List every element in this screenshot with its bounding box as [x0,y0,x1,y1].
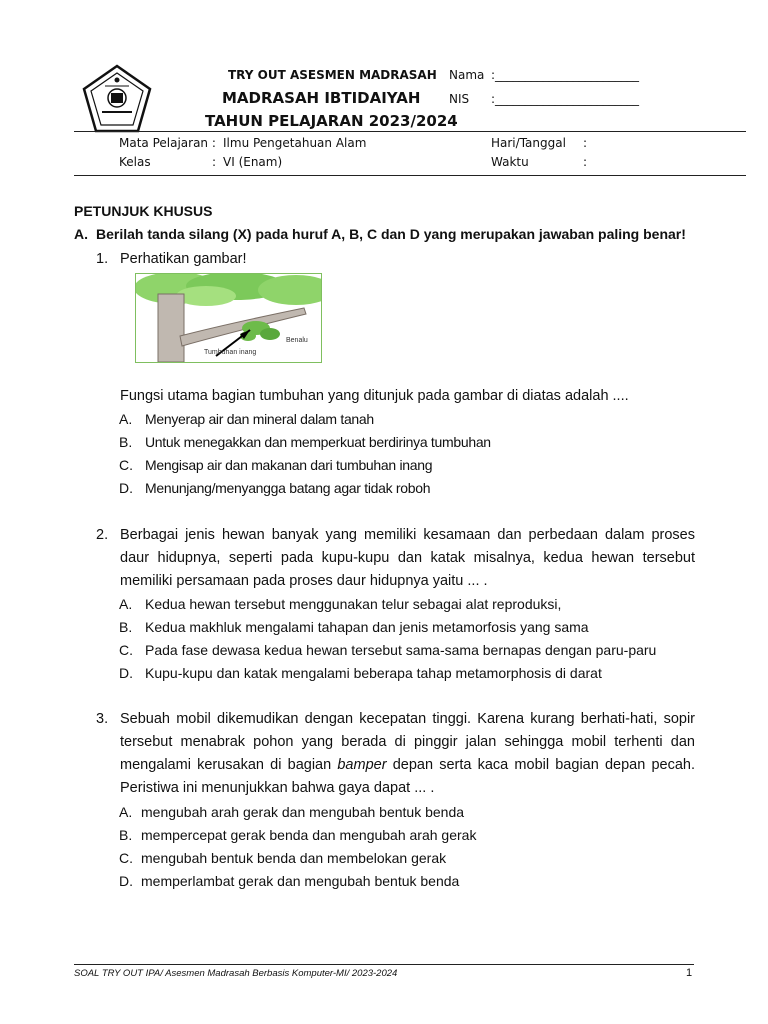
option-a[interactable] [119,411,374,427]
option-text: Menyerap air dan mineral dalam tanah [145,411,374,427]
nama-label: Nama [449,68,485,82]
option-text: memperlambat gerak dan mengubah bentuk benda [141,873,460,889]
question-number: 2. [96,527,109,543]
option-letter: C. [119,642,133,658]
option-text: Kupu-kupu dan katak mengalami beberapa tahap metamorphosis di darat [145,665,602,681]
question-stem-part: Sebuah mobil dikemudikan dengan kecepatan tinggi. Karena kurang berhati-hati, sopir tersebut menabrak pohon yang berada di pinggir jalan sehingga mobil terhenti dan mengalami kerusakan di bagian [120,711,695,773]
header-line3: TAHUN PELAJARAN 2023/2024 [205,112,458,130]
section-letter: A. [74,226,88,242]
kemenag-logo [80,64,154,134]
waktu-label: Waktu [491,155,529,169]
option-c[interactable] [119,850,446,866]
option-letter: A. [119,804,133,820]
question-stem-italic: bamper [337,757,387,773]
nis-field[interactable]: :________________________ [491,92,640,106]
option-text: Kedua makhluk mengalami tahapan dan jenis metamorfosis yang sama [145,619,589,635]
tree-parasite-image [135,273,322,363]
option-d[interactable] [119,665,602,681]
question-number: 3. [96,711,109,727]
option-text: Pada fase dewasa kedua hewan tersebut sama-sama bernapas dengan paru-paru [145,642,657,658]
hari-label: Hari/Tanggal [491,136,566,150]
option-letter: A. [119,596,133,612]
option-text: Mengisap air dan makanan dari tumbuhan inang [145,457,433,473]
page-number: 1 [686,967,693,979]
option-b[interactable] [119,619,589,635]
option-text: Untuk menegakkan dan memperkuat berdirinya tumbuhan [145,434,491,450]
question-stem: Fungsi utama bagian tumbuhan yang ditunjuk pada gambar di diatas adalah .... [120,388,629,404]
kelas-label: Kelas [119,155,151,169]
option-b[interactable] [119,434,491,450]
option-letter: C. [119,850,133,866]
question-stem: Berbagai jenis hewan banyak yang memiliki kesamaan dan perbedaan dalam proses daur hidupnya, seperti pada kupu-kupu dan katak misalnya, kedua hewan tersebut memiliki persamaan pada proses daur hidupnya yaitu ... . [120,527,695,589]
header-divider-bottom [74,175,746,176]
hari-colon: : [583,136,588,150]
question-number: 1. [96,251,109,267]
question-stem [120,708,695,800]
option-letter: A. [119,411,133,427]
footer-divider [74,964,694,965]
kelas-colon: : [212,155,217,169]
question-stem-part: depan serta kaca mobil bagian depan pecah. Peristiwa ini menunjukkan bahwa gaya dapat ... . [120,757,695,796]
option-letter: B. [119,827,133,843]
footer-text: SOAL TRY OUT IPA/ Asesmen Madrasah Berbasis Komputer-MI/ 2023-2024 [74,968,398,979]
option-text: mempercepat gerak benda dan mengubah arah gerak [141,827,477,843]
option-a[interactable] [119,596,561,612]
option-letter: D. [119,665,133,681]
kelas-value: VI (Enam) [223,155,283,169]
option-letter: C. [119,457,133,473]
option-letter: D. [119,873,133,889]
option-letter: B. [119,619,133,635]
header-divider-top [74,131,746,132]
image-label-host: Tumbuhan inang [204,349,257,356]
option-text: mengubah bentuk benda dan membelokan gerak [141,850,447,866]
instructions-title: PETUNJUK KHUSUS [74,203,213,219]
option-c[interactable] [119,457,432,473]
option-d[interactable] [119,873,459,889]
option-c[interactable] [119,642,656,658]
option-text: Menunjang/menyangga batang agar tidak roboh [145,480,431,496]
section-instruction: Berilah tanda silang (X) pada huruf A, B, C dan D yang merupakan jawaban paling benar! [96,226,686,242]
question-intro: Perhatikan gambar! [120,251,247,267]
mapel-value: Ilmu Pengetahuan Alam [223,136,367,150]
option-a[interactable] [119,804,464,820]
nama-field[interactable]: :________________________ [491,68,640,82]
header-line1: TRY OUT ASESMEN MADRASAH [228,68,437,82]
waktu-colon: : [583,155,588,169]
option-d[interactable] [119,480,430,496]
option-text: mengubah arah gerak dan mengubah bentuk benda [141,804,465,820]
nis-label: NIS [449,92,470,106]
option-letter: D. [119,480,133,496]
option-b[interactable] [119,827,476,843]
option-letter: B. [119,434,133,450]
option-text: Kedua hewan tersebut menggunakan telur sebagai alat reproduksi, [145,596,562,612]
header-line2: MADRASAH IBTIDAIYAH [222,89,421,107]
mapel-label: Mata Pelajaran : [119,136,216,150]
image-label-parasite: Benalu [286,337,308,344]
